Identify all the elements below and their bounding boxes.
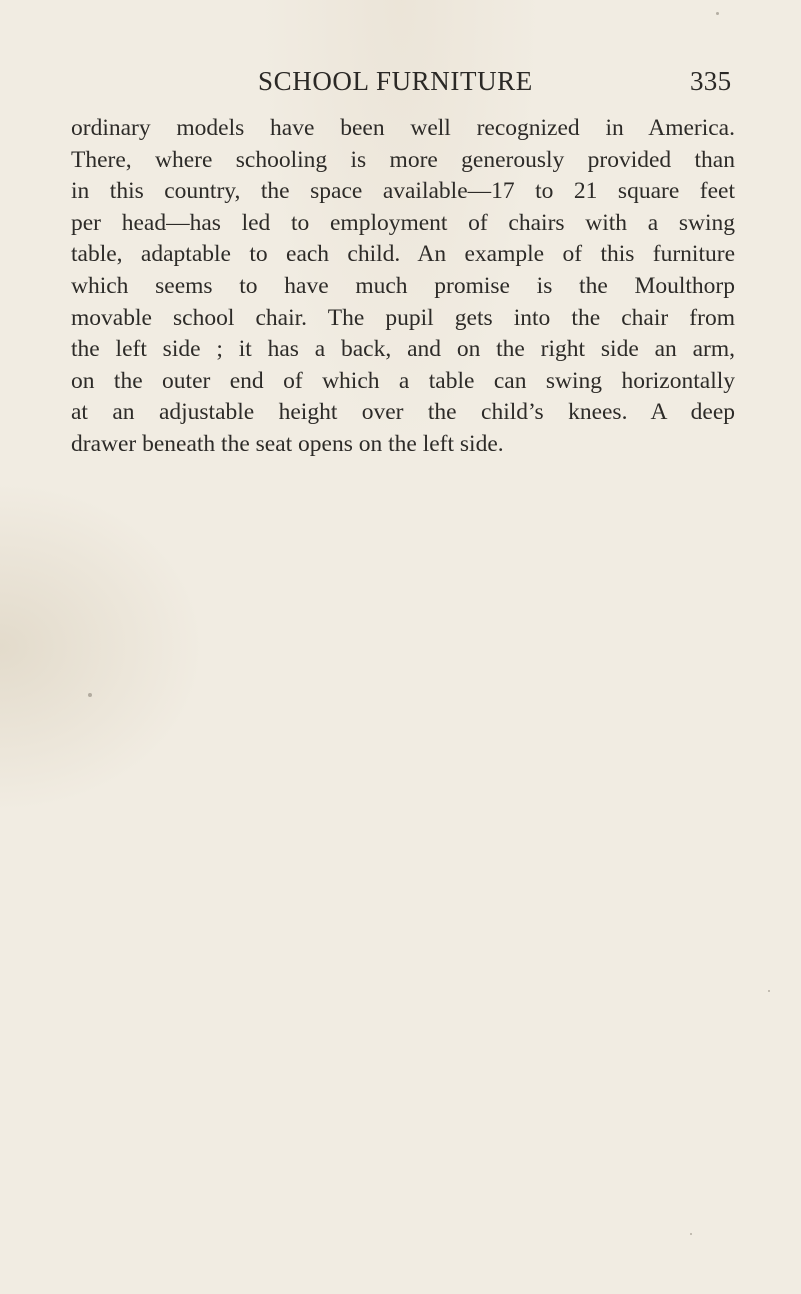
paper-speck [88, 693, 92, 697]
body-paragraph [71, 113, 735, 461]
paragraph-line: There, where schooling is more generously provided than [71, 146, 735, 173]
paragraph-line: movable school chair. The pupil gets into the chair from [71, 304, 735, 331]
page-number: 335 [690, 66, 732, 96]
paragraph-line: on the outer end of which a table can swing horizontally [71, 367, 735, 394]
running-head [0, 66, 801, 100]
paragraph-line: in this country, the space available—17 to 21 square feet [71, 178, 735, 205]
paragraph-line: table, adaptable to each child. An example of this furniture [71, 241, 735, 268]
paragraph-line: drawer beneath the seat opens on the left side. [71, 430, 504, 457]
paragraph-line: which seems to have much promise is the Moulthorp [71, 272, 735, 299]
paragraph-line: per head—has led to employment of chairs with a swing [71, 209, 735, 236]
paragraph-line: the left side ; it has a back, and on the right side an arm, [71, 336, 735, 363]
paper-speck [690, 1233, 692, 1235]
paragraph-line: at an adjustable height over the child’s knees. A deep [71, 399, 735, 426]
paragraph-line: ordinary models have been well recognized in America. [71, 115, 735, 141]
paper-speck [716, 12, 719, 15]
running-head-title: SCHOOL FURNITURE [258, 66, 533, 96]
paper-speck [768, 990, 770, 992]
